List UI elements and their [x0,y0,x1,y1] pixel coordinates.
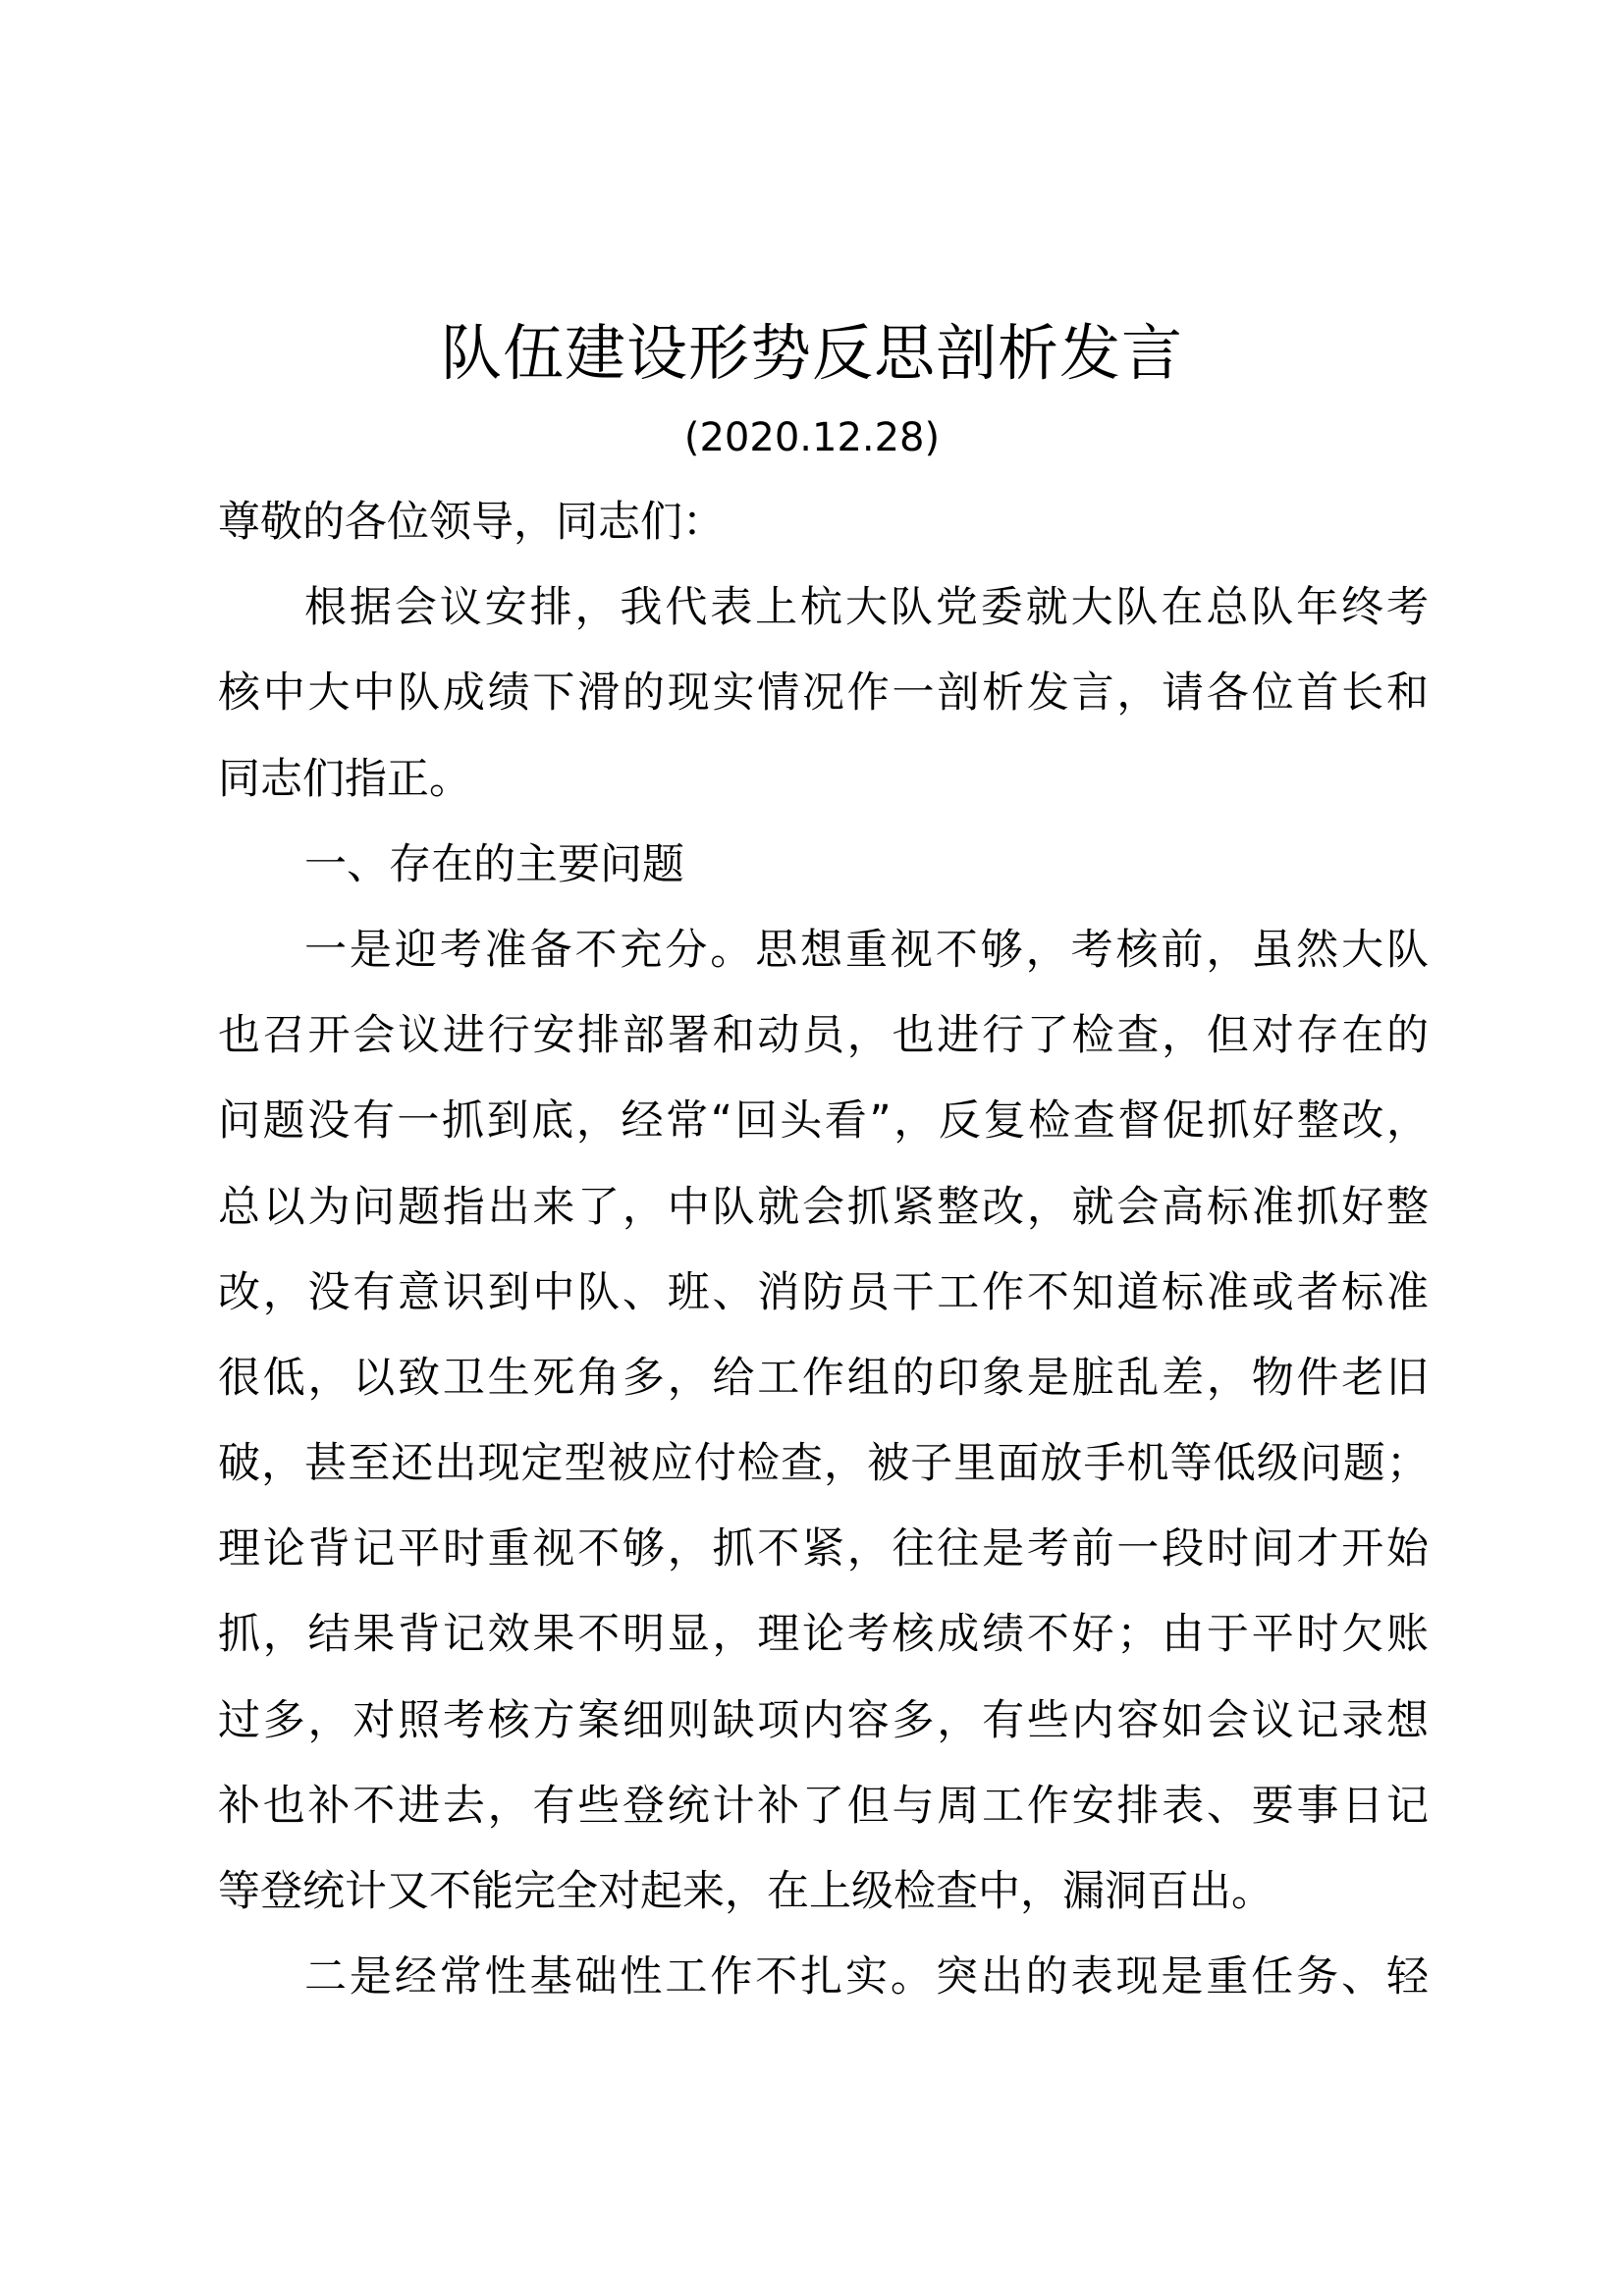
paragraph-line: 同志们指正。 [218,754,471,804]
paragraph-line: 过多，对照考核方案细则缺项内容多，有些内容如会议记录想 [218,1695,1429,1745]
paragraph-line: 等登统计又不能完全对起来，在上级检查中，漏洞百出。 [218,1867,1273,1916]
document-title: 队伍建设形势反思剖析发言 [440,317,1183,389]
paragraph-line: 一是迎考准备不充分。思想重视不够，考核前，虽然大队 [304,925,1429,975]
paragraph-line: 核中大中队成绩下滑的现实情况作一剖析发言，请各位首长和 [218,668,1429,719]
paragraph-line: 抓，结果背记效果不明显，理论考核成绩不好；由于平时欠账 [218,1610,1429,1660]
section-heading: 一、存在的主要问题 [304,839,684,889]
salutation: 尊敬的各位领导，同志们： [218,498,725,547]
paragraph-line: 也召开会议进行安排部署和动员，也进行了检查，但对存在的 [218,1011,1429,1061]
paragraph-line: 根据会议安排，我代表上杭大队党委就大队在总队年终考 [304,583,1429,633]
document-body [218,480,1429,2020]
paragraph-line: 问题没有一抓到底，经常“回头看”，反复检查督促抓好整改， [218,1096,1429,1147]
paragraph-line: 很低，以致卫生死角多，给工作组的印象是脏乱差，物件老旧 [218,1353,1429,1403]
paragraph-line: 改，没有意识到中队、班、消防员干工作不知道标准或者标准 [218,1267,1429,1317]
paragraph-line: 二是经常性基础性工作不扎实。突出的表现是重任务、轻 [304,1952,1429,2002]
document-date: (2020.12.28) [683,415,941,460]
paragraph-line: 补也补不进去，有些登统计补了但与周工作安排表、要事日记 [218,1781,1429,1831]
paragraph-line: 理论背记平时重视不够，抓不紧，往往是考前一段时间才开始 [218,1524,1429,1575]
paragraph-line: 破，甚至还出现定型被应付检查，被子里面放手机等低级问题； [218,1439,1429,1489]
paragraph-line: 总以为问题指出来了，中队就会抓紧整改，就会高标准抓好整 [218,1182,1429,1232]
